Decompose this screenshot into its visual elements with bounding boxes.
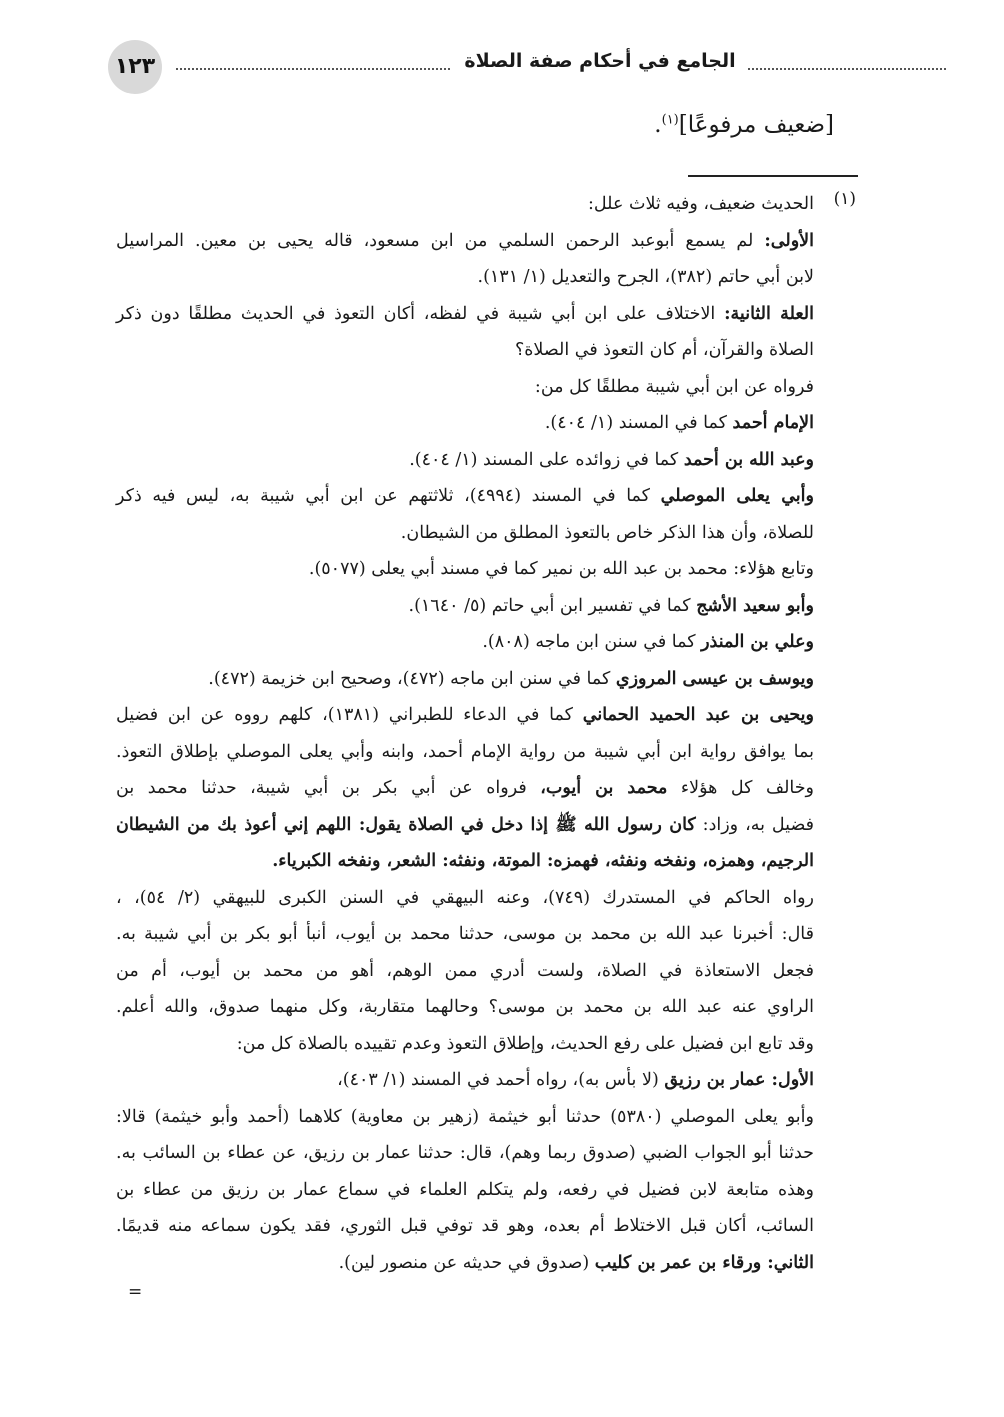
text-run: كما في تفسير ابن أبي حاتم (٥/ ١٦٤٠).: [408, 595, 697, 616]
footnote-line: [116, 880, 814, 917]
text-run: كما في المسند (١/ ٤٠٤).: [544, 413, 733, 433]
footnote-line: [116, 989, 814, 1026]
footnote-line: [116, 807, 814, 844]
footnote-line: [116, 588, 814, 625]
footnote-line: [116, 478, 814, 515]
bold-phrase: الرجيم، وهمزه، ونفخه ونفثه، فهمزه: الموتة، ونفثه: الشعر، ونفخه الكبرياء.: [272, 851, 814, 871]
footnote-line: [116, 697, 814, 734]
text-run: للصلاة، وأن هذا الذكر خاص بالتعوذ المطلق من الشيطان.: [400, 522, 814, 543]
bold-phrase: ويوسف بن عيسى المروزي: [615, 668, 814, 689]
footnote-line: [116, 1245, 814, 1282]
bold-phrase: محمد بن أيوب،: [540, 778, 668, 798]
footnote-line: [116, 332, 814, 369]
text-run: حدثنا أبو الجواب الضبي (صدوق ربما وهم)، قال: حدثنا عمار بن رزيق، عن عطاء بن السائب به.: [116, 1143, 814, 1163]
footnote-line: [116, 770, 814, 807]
bold-phrase: وأبو سعيد الأشج: [696, 595, 814, 616]
footnote-line: [116, 1208, 814, 1245]
text-run: رواه الحاكم في المستدرك (٧٤٩)، وعنه البيهقي في السنن الكبرى للبيهقي (٢/ ٥٤)، ،: [116, 887, 814, 908]
footnote-line: [116, 1062, 814, 1099]
text-run: فرواه عن ابن أبي شيبة مطلقًا كل من:: [534, 376, 814, 397]
text-run: وقد تابع ابن فضيل على رفع الحديث، وإطلاق التعوذ وعدم تقييده بالصلاة كل من:: [236, 1033, 814, 1054]
footnote-line: [116, 369, 814, 406]
text-run: كما في زوائده على المسند (١/ ٤٠٤).: [409, 449, 684, 470]
footnote-line: [116, 405, 814, 442]
footnote-line: [116, 661, 814, 698]
bold-phrase: وأبي يعلى الموصلي: [660, 486, 814, 506]
bold-phrase: الثاني: ورقاء بن عمر بن كليب: [594, 1252, 814, 1273]
bold-phrase: الإمام أحمد: [732, 413, 814, 433]
text-run: فضيل به، وزاد:: [695, 814, 814, 835]
text-run: بما يوافق رواية ابن أبي شيبة من رواية الإمام أحمد، وابنه وأبي يعلى الموصلي بإطلاق التعوذ.: [116, 741, 814, 762]
footnote-line: [116, 734, 814, 771]
page-number: ١٢٣: [108, 40, 162, 94]
book-title: الجامع في أحكام صفة الصلاة: [464, 50, 736, 72]
sentence-end: .: [654, 112, 662, 138]
text-run: وخالف كل هؤلاء: [667, 778, 814, 798]
footnote-line: [116, 843, 814, 880]
bold-phrase: الأول: عمار بن رزيق: [664, 1070, 814, 1090]
text-run: قال: أخبرنا عبد الله بن محمد بن موسى، حدثنا محمد بن أيوب، أنبأ أبو بكر بن أبي شيبة به.: [116, 924, 814, 944]
text-run: كما في سنن ابن ماجه (٨٠٨).: [482, 632, 702, 652]
grading-text: [ضعيف مرفوعًا]: [678, 112, 834, 138]
footnote-line: [116, 624, 814, 661]
header-dotted-leader: [176, 68, 450, 70]
footnote-line: [116, 1026, 814, 1063]
text-run: لابن أبي حاتم (٣٨٢)، الجرح والتعديل (١/ ١٣١).: [477, 267, 814, 287]
main-text-line: [654, 112, 834, 138]
bold-phrase: الأولى:: [764, 230, 814, 251]
footnote-line: [116, 1135, 814, 1172]
bold-phrase: كان رسول الله ﷺ إذا دخل في الصلاة يقول: اللهم إني أعوذ بك من الشيطان: [116, 814, 696, 835]
text-run: لم يسمع أبوعبد الرحمن السلمي من ابن مسعود، قاله يحيى بن معين. المراسيل: [116, 230, 765, 251]
footnote-line: [116, 186, 814, 223]
running-header: [108, 40, 846, 96]
text-run: كما في المسند (٤٩٩٤)، ثلاثتهم عن ابن أبي شيبة به، ليس فيه ذكر: [116, 486, 661, 506]
footnote-line: [116, 953, 814, 990]
bold-phrase: وعبد الله بن أحمد: [683, 449, 814, 470]
footnote-line: [116, 1172, 814, 1209]
text-run: وهذه متابعة لابن فضيل في رفعه، ولم يتكلم العلماء في سماع عمار بن رزيق من عطاء بن: [116, 1179, 814, 1200]
footnote-line: [116, 442, 814, 479]
text-run: فجعل الاستعاذة في الصلاة، ولست أدري ممن الوهم، أهو من محمد بن أيوب، أم من: [116, 960, 814, 981]
footnote-line: [116, 916, 814, 953]
text-run: (لا بأس به)، رواه أحمد في المسند (١/ ٤٠٣)،: [337, 1070, 665, 1090]
footnote-line: [116, 551, 814, 588]
footnote-line: [116, 1099, 814, 1136]
continuation-mark: =: [128, 1282, 143, 1302]
footnote-body: [116, 186, 814, 1281]
text-run: (صدوق في حديثه عن منصور لين).: [338, 1252, 595, 1273]
header-dotted-leader: [748, 68, 946, 70]
footnote-line: [116, 259, 814, 296]
text-run: وأبو يعلى الموصلي (٥٣٨٠) حدثنا أبو خيثمة (زهير بن معاوية) كلاهما (أحمد وأبو خيثمة) قالا:: [116, 1106, 814, 1127]
text-run: كما في سنن ابن ماجه (٤٧٢)، وصحيح ابن خزيمة (٤٧٢).: [208, 668, 616, 689]
footnote-line: [116, 223, 814, 260]
text-run: الراوي عنه عبد الله بن محمد بن موسى؟ وحالهما متقاربة، وكل منهما صدوق، والله أعلم.: [116, 997, 814, 1017]
bold-phrase: العلة الثانية:: [724, 303, 814, 324]
text-run: الحديث ضعيف، وفيه ثلاث علل:: [588, 194, 814, 214]
footnote-marker: (١): [833, 189, 856, 209]
text-run: الاختلاف على ابن أبي شيبة في لفظه، أكان التعوذ في الحديث مطلقًا دون ذكر: [116, 303, 725, 324]
text-run: وتابع هؤلاء: محمد بن عبد الله بن نمير كما في مسند أبي يعلى (٥٠٧٧).: [308, 559, 814, 579]
bold-phrase: وعلي بن المنذر: [701, 632, 814, 652]
footnote-reference: (١): [661, 112, 679, 128]
bold-phrase: ويحيى بن عبد الحميد الحماني: [582, 705, 814, 725]
text-run: السائب، أكان قبل الاختلاط أم بعده، وهو قد توفي قبل الثوري، فقد يكون سماعه منه قديمًا.: [116, 1216, 814, 1236]
text-run: الصلاة والقرآن، أم كان التعوذ في الصلاة؟: [514, 340, 814, 360]
text-run: كما في الدعاء للطبراني (١٣٨١)، كلهم رووه عن ابن فضيل: [116, 705, 583, 725]
footnote-separator: [688, 175, 858, 177]
footnote-line: [116, 296, 814, 333]
footnote-line: [116, 515, 814, 552]
text-run: فرواه عن أبي بكر بن أبي شيبة، حدثنا محمد بن: [116, 778, 541, 798]
